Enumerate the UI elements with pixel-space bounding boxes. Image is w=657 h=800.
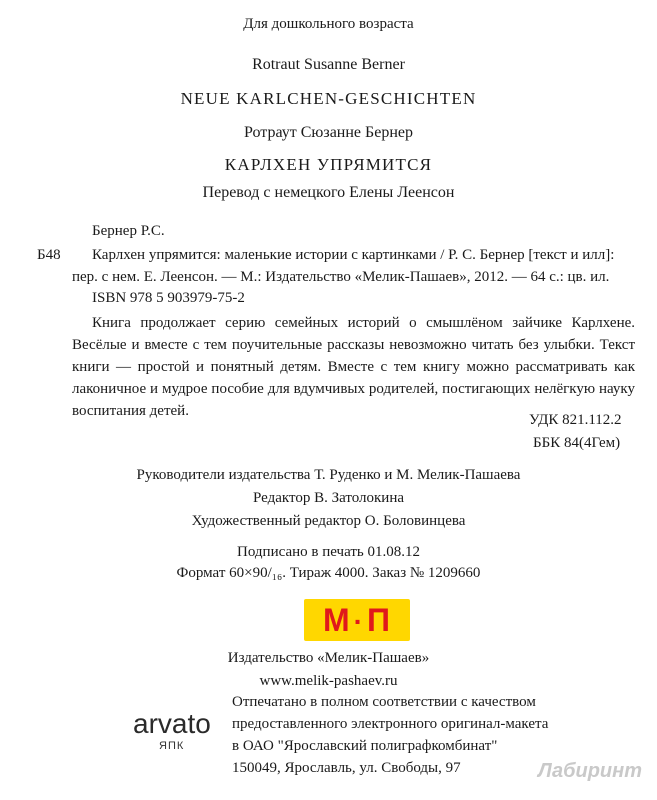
- catalog-description-line2: пер. с нем. Е. Леенсон. — М.: Издательство «Мелик-Пашаев», 2012. — 64 с.: цв. ил.: [72, 269, 610, 285]
- publisher-url: www.melik-pashaev.ru: [259, 673, 398, 689]
- printer-line-1: Отпечатано в полном соответствии с качеством: [232, 694, 536, 710]
- catalog-code: Б48: [37, 247, 61, 263]
- publisher-logo-dot: ·: [353, 606, 364, 637]
- bbk-code: ББК 84(4Гем): [533, 435, 621, 451]
- printer-line-4: 150049, Ярославль, ул. Свободы, 97: [232, 760, 461, 776]
- publisher-name: Издательство «Мелик-Пашаев»: [227, 650, 430, 666]
- title-original: NEUE KARLCHEN-GESCHICHTEN: [180, 89, 477, 108]
- translation-credit: Перевод с немецкого Елены Леенсон: [202, 184, 455, 201]
- catalog-author: Бернер Р.С.: [92, 223, 165, 239]
- art-editor-credit: Художественный редактор О. Боловинцева: [191, 513, 466, 529]
- printer-line-2: предоставленного электронного оригинал-макета: [232, 716, 549, 732]
- title-russian: КАРЛХЕН УПРЯМИТСЯ: [224, 155, 433, 174]
- printer-logo: arvato: [133, 708, 211, 739]
- format-run-order: Формат 60×90/₁₆. Тираж 4000. Заказ № 1209660: [176, 565, 481, 581]
- isbn: ISBN 978 5 903979-75-2: [92, 290, 245, 306]
- catalog-description-line1: Карлхен упрямится: маленькие истории с картинками / Р. С. Бернер [текст и илл]:: [92, 247, 615, 263]
- labirint-watermark: Лабиринт: [538, 760, 643, 782]
- publisher-logo-right: П: [366, 602, 391, 638]
- publisher-logo-left: М: [323, 602, 351, 638]
- editor-credit: Редактор В. Затолокина: [252, 490, 405, 506]
- author-original: Rotraut Susanne Berner: [252, 56, 405, 73]
- publisher-directors: Руководители издательства Т. Руденко и М. Мелик-Пашаева: [136, 467, 521, 483]
- udk-code: УДК 821.112.2: [529, 412, 622, 428]
- author-russian: Ротраут Сюзанне Бернер: [244, 124, 413, 141]
- printer-line-3: в ОАО "Ярославский полиграфкомбинат": [232, 738, 498, 754]
- signed-to-print: Подписано в печать 01.08.12: [237, 544, 420, 560]
- age-note: Для дошкольного возраста: [243, 16, 414, 32]
- printer-logo-sub: ЯПК: [159, 740, 185, 752]
- publisher-logo: [304, 599, 410, 641]
- annotation: Книга продолжает серию семейных историй о смышлёном зайчике Карлхене. Весёлые и вместе с тем поучительные рассказы невозможно читать без улыбки. Текст книги — простой и понятный детям. Вместе с тем книгу можно рассматривать как лаконичное и мудрое пособие для вдумчивых родителей, постигающих нелёгкую науку воспитания детей.: [72, 315, 635, 419]
